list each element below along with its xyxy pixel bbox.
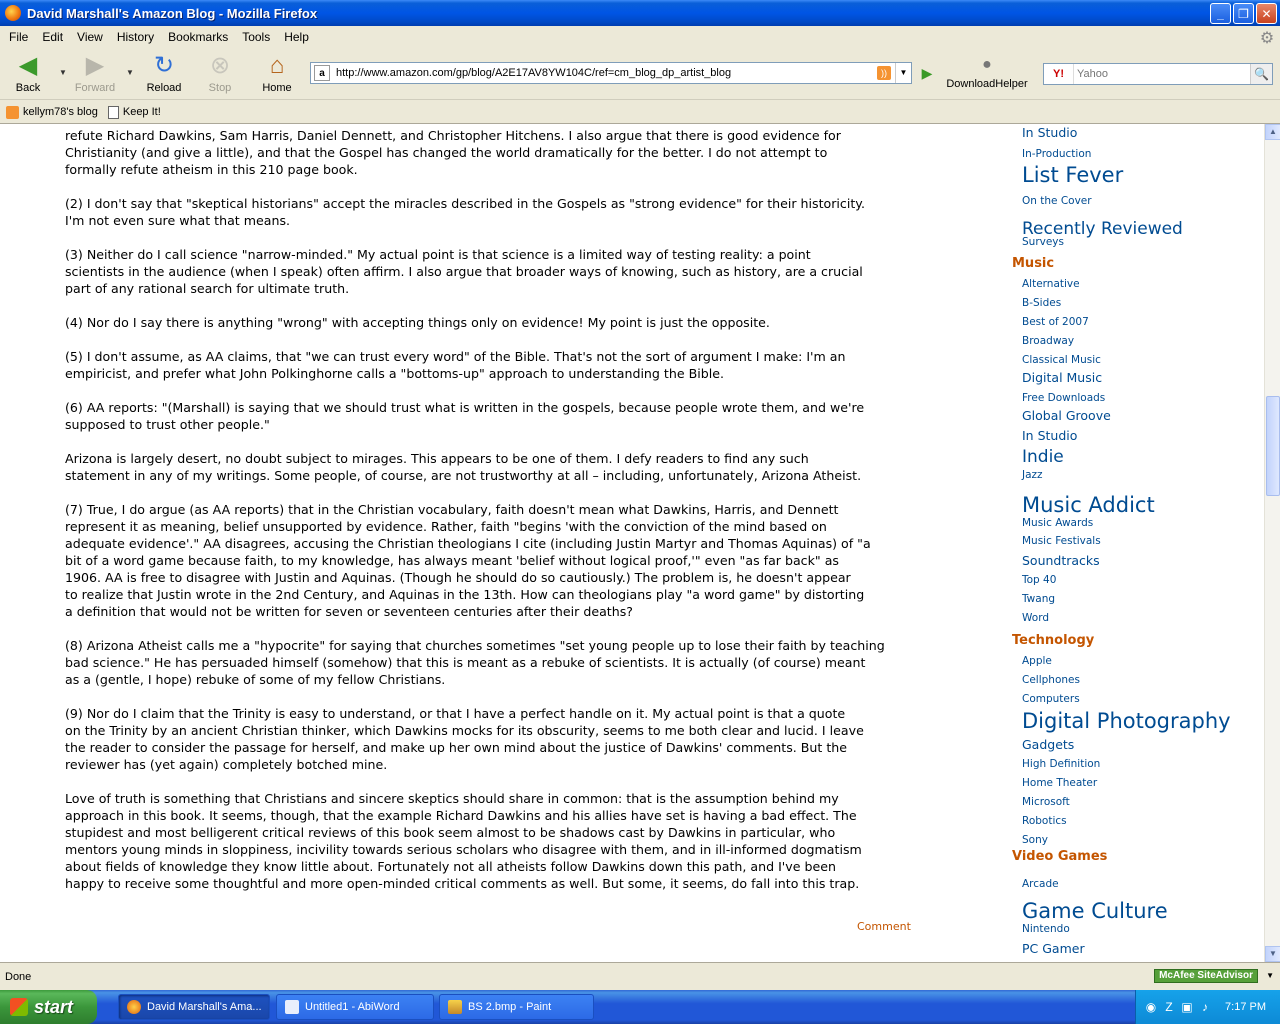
scrollbar-thumb[interactable] bbox=[1266, 396, 1280, 496]
sidebar-link-digital-music[interactable]: Digital Music bbox=[1022, 370, 1103, 385]
back-label: Back bbox=[15, 82, 41, 94]
sidebar-link-in-production[interactable]: In-Production bbox=[1022, 148, 1092, 160]
download-helper-label: DownloadHelper bbox=[946, 78, 1028, 90]
sidebar-link-high-definition[interactable]: High Definition bbox=[1022, 758, 1101, 770]
sidebar-link-jazz[interactable]: Jazz bbox=[1022, 469, 1043, 481]
reload-icon: ↻ bbox=[153, 52, 175, 79]
menu-bar bbox=[0, 26, 1280, 48]
blog-post-body bbox=[65, 127, 935, 909]
page-content bbox=[0, 124, 1264, 962]
article-paragraph: (3) Neither do I call science "narrow-minded." My actual point is that science is a limited way of testing reality: a point scientists in the audience (when I speak) often affirm. I also argue that broader ways of knowing, such as history, are a crucial part of any rational search for ultimate truth. bbox=[65, 247, 863, 296]
url-history-dropdown[interactable]: ▼ bbox=[895, 63, 911, 83]
article-paragraph: Love of truth is something that Christians and sincere skeptics should share in common: that is the assumption behind my approach in this book. It seems, though, that the example Richard Dawkins and his allies have set is having a bad effect. The stupidest and most belligerent critical reviews of this book seem almost to be shadows cast by Dawkins in particular, who mentors young minds in sloppiness, incivility towards serious scholars who disagree with them, and in ill-informed dogmatism about fields of knowledge they know little about. Fortunately not all atheists follow Dawkins down this path, and I've been happy to receive some thoughtful and more open-minded critical comments as well. But some, it seems, do fall into this trap. bbox=[65, 791, 862, 891]
sidebar-link-in-studio[interactable]: In Studio bbox=[1022, 428, 1078, 443]
sidebar-link-word[interactable]: Word bbox=[1022, 612, 1049, 624]
forward-button[interactable] bbox=[69, 52, 121, 94]
window-title-bar[interactable] bbox=[0, 0, 1280, 26]
home-label: Home bbox=[262, 82, 292, 94]
firefox-icon bbox=[5, 5, 21, 21]
taskbar-item-firefox[interactable] bbox=[118, 994, 270, 1020]
article-paragraph: refute Richard Dawkins, Sam Harris, Daniel Dennett, and Christopher Hitchens. I also argue that there is good evidence for Christianity (and give a little), and that the Gospel has changed the world dramatically for the better. I do not attempt to formally refute atheism in this 210 page book. bbox=[65, 128, 841, 177]
stop-label: Stop bbox=[208, 82, 232, 94]
sidebar-link-broadway[interactable]: Broadway bbox=[1022, 335, 1075, 347]
sidebar-link-game-culture[interactable]: Game Culture bbox=[1022, 899, 1168, 923]
taskbar-item-label: Untitled1 - AbiWord bbox=[305, 1001, 400, 1013]
search-engine-selector[interactable]: Y! bbox=[1044, 64, 1074, 84]
sidebar-link-nintendo[interactable]: Nintendo bbox=[1022, 923, 1070, 935]
article-paragraph: (8) Arizona Atheist calls me a "hypocrite" for saying that churches sometimes "set young people up to lose their faith by teaching bad science." He has persuaded himself (somehow) that this is meant as a rebuke of scientists. It is actually (of course) meant as a (gentle, I hope) rebuke of some of my fellow Christians. bbox=[65, 638, 885, 687]
search-bar bbox=[1043, 63, 1273, 85]
comment-link[interactable]: Comment bbox=[857, 920, 911, 933]
taskbar-item-label: BS 2.bmp - Paint bbox=[468, 1001, 552, 1013]
sidebar-link-microsoft[interactable]: Microsoft bbox=[1022, 796, 1070, 808]
windows-taskbar bbox=[0, 990, 1280, 1024]
article-paragraph: (6) AA reports: "(Marshall) is saying that we should trust what is written in the gospels, because people wrote them, and we're supposed to trust other people." bbox=[65, 400, 865, 432]
sidebar-link-surveys[interactable]: Surveys bbox=[1022, 236, 1064, 248]
home-icon: ⌂ bbox=[269, 52, 285, 79]
close-button[interactable]: ✕ bbox=[1256, 3, 1277, 24]
abiword-icon bbox=[285, 1000, 299, 1014]
sidebar-link-twang[interactable]: Twang bbox=[1022, 593, 1056, 605]
article-paragraph: (4) Nor do I say there is anything "wrong" with accepting things only on evidence! My point is just the opposite. bbox=[65, 315, 770, 330]
bookmark-label: Keep It! bbox=[122, 106, 161, 118]
mcafee-icon[interactable]: ▣ bbox=[1181, 1000, 1193, 1014]
sidebar-link-music-awards[interactable]: Music Awards bbox=[1022, 517, 1094, 529]
system-tray bbox=[1135, 990, 1280, 1024]
start-label: start bbox=[34, 996, 74, 1017]
article-paragraph: Arizona is largely desert, no doubt subject to mirages. This appears to be one of them. I defy readers to find any such statement in any of my writings. Some people, of course, are not trustworthy at all – including, unfortunately, Arizona Atheist. bbox=[65, 451, 862, 483]
url-text[interactable]: http://www.amazon.com/gp/blog/A2E17AV8YW104C/ref=cm_blog_dp_artist_blog bbox=[336, 67, 732, 79]
reload-button[interactable] bbox=[138, 52, 190, 94]
sidebar-category-music: Music bbox=[1012, 256, 1055, 271]
forward-arrow-icon: ▶ bbox=[85, 52, 105, 79]
home-button[interactable] bbox=[251, 52, 303, 94]
bookmark-keep-it[interactable] bbox=[108, 106, 161, 119]
article-paragraph: (2) I don't say that "skeptical historians" accept the miracles described in the Gospels as "strong evidence" for their historicity. I'm not even sure what that means. bbox=[65, 196, 865, 228]
sidebar-link-apple[interactable]: Apple bbox=[1022, 655, 1052, 667]
sidebar-link-indie[interactable]: Indie bbox=[1022, 447, 1064, 467]
sidebar-link-b-sides[interactable]: B-Sides bbox=[1022, 297, 1062, 309]
sidebar-link-recently-reviewed[interactable]: Recently Reviewed bbox=[1022, 219, 1183, 239]
url-bar[interactable] bbox=[310, 62, 912, 84]
start-button[interactable] bbox=[0, 990, 97, 1024]
sidebar-link-alternative[interactable]: Alternative bbox=[1022, 278, 1080, 290]
rss-feed-icon[interactable]: )) bbox=[877, 66, 891, 80]
vertical-scrollbar[interactable] bbox=[1264, 124, 1280, 962]
stop-button[interactable] bbox=[194, 52, 246, 94]
sidebar-link-music-festivals[interactable]: Music Festivals bbox=[1022, 535, 1101, 547]
taskbar-item-paint[interactable] bbox=[439, 994, 594, 1020]
menu-view[interactable]: View bbox=[77, 30, 103, 44]
zonealarm-icon[interactable]: Z bbox=[1165, 1000, 1173, 1014]
sidebar-link-gadgets[interactable]: Gadgets bbox=[1022, 737, 1075, 752]
sidebar-link-pc-gamer[interactable]: PC Gamer bbox=[1022, 941, 1085, 956]
sidebar-link-arcade[interactable]: Arcade bbox=[1022, 878, 1059, 890]
sidebar-link-soundtracks[interactable]: Soundtracks bbox=[1022, 553, 1100, 568]
page-icon bbox=[108, 106, 119, 119]
menu-tools[interactable]: Tools bbox=[242, 30, 271, 44]
sidebar-link-digital-photography[interactable]: Digital Photography bbox=[1022, 709, 1231, 733]
minimize-button[interactable]: _ bbox=[1210, 3, 1231, 24]
article-paragraph: (5) I don't assume, as AA claims, that "we can trust every word" of the Bible. That's not the sort of argument I make: I'm an empiricist, and prefer what John Polkinghorne calls a "bottoms-up" approach to understanding the Bible. bbox=[65, 349, 846, 381]
article-paragraph: (7) True, I do argue (as AA reports) that in the Christian vocabulary, faith doesn't mean what Dawkins, Harris, and Dennett represent it as meaning, belief unsupported by evidence. Rather, faith "begins 'with the conviction of the mind based on adequate evidence'." AA disagrees, accusing the Christian theologians I cite (including Justin Martyr and Thomas Aquinas) of "a bit of a word game because faith, to my knowledge, has always meant 'belief without logical proof,'" even "as far back" as 1906. AA is free to disagree with Justin and Aquinas. (Though he should do so cautiously.) The problem is, he doesn't appear to realize that Justin wrote in the 2nd Century, and Aquinas in the 13th. How can theologians play "a word game" by distorting a definition that would not be written for seven or seventeen centuries after their deaths? bbox=[65, 502, 871, 619]
firefox-icon bbox=[127, 1000, 141, 1014]
sidebar-link-cellphones[interactable]: Cellphones bbox=[1022, 674, 1080, 686]
sidebar-category-video-games: Video Games bbox=[1012, 849, 1108, 864]
sidebar-link-in-studio[interactable]: In Studio bbox=[1022, 125, 1078, 140]
sidebar-link-on-the-cover[interactable]: On the Cover bbox=[1022, 195, 1092, 207]
throbber-icon: ⚙ bbox=[1259, 30, 1275, 47]
maximize-button[interactable]: ❐ bbox=[1233, 3, 1254, 24]
menu-file[interactable]: File bbox=[9, 30, 29, 44]
bookmark-label: kellym78's blog bbox=[23, 106, 98, 118]
live-bookmark-icon bbox=[6, 106, 19, 119]
sidebar-link-free-downloads[interactable]: Free Downloads bbox=[1022, 392, 1106, 404]
paint-icon bbox=[448, 1000, 462, 1014]
scroll-down-button[interactable]: ▼ bbox=[1265, 946, 1280, 962]
download-helper-button[interactable] bbox=[942, 56, 1032, 90]
forward-label: Forward bbox=[74, 82, 116, 94]
status-text: Done bbox=[5, 970, 32, 983]
windows-logo-icon bbox=[10, 998, 28, 1016]
sidebar-category-technology: Technology bbox=[1012, 633, 1095, 648]
sidebar-link-music-addict[interactable]: Music Addict bbox=[1022, 493, 1155, 517]
menu-bookmarks[interactable]: Bookmarks bbox=[168, 30, 229, 44]
taskbar-item-label: David Marshall's Ama... bbox=[147, 1001, 262, 1013]
amazon-favicon-icon: a bbox=[314, 65, 330, 81]
sidebar-link-home-theater[interactable]: Home Theater bbox=[1022, 777, 1098, 789]
status-bar bbox=[0, 962, 1280, 990]
menu-history[interactable]: History bbox=[116, 30, 155, 44]
bookmarks-toolbar bbox=[0, 101, 1280, 124]
taskbar-item-abiword[interactable] bbox=[276, 994, 434, 1020]
search-input[interactable] bbox=[1074, 68, 1250, 80]
menu-help[interactable]: Help bbox=[284, 30, 309, 44]
back-button[interactable] bbox=[2, 52, 54, 94]
stop-icon: ⊗ bbox=[209, 52, 231, 79]
menu-edit[interactable]: Edit bbox=[42, 30, 64, 44]
sidebar-link-sony[interactable]: Sony bbox=[1022, 834, 1048, 846]
bookmark-kellym78-blog[interactable] bbox=[6, 106, 98, 119]
clock: 7:17 PM bbox=[1225, 1001, 1266, 1013]
sidebar-link-robotics[interactable]: Robotics bbox=[1022, 815, 1067, 827]
reload-label: Reload bbox=[146, 82, 182, 94]
sidebar-link-top-40[interactable]: Top 40 bbox=[1022, 574, 1057, 586]
scroll-up-button[interactable]: ▲ bbox=[1265, 124, 1280, 140]
siteadvisor-dropdown[interactable]: ▼ bbox=[1266, 971, 1274, 980]
search-icon[interactable]: 🔍 bbox=[1250, 64, 1272, 84]
siteadvisor-button[interactable]: McAfee SiteAdvisor bbox=[1154, 969, 1258, 983]
download-helper-icon: ● bbox=[982, 56, 992, 73]
sidebar-link-classical-music[interactable]: Classical Music bbox=[1022, 354, 1101, 366]
sidebar-link-list-fever[interactable]: List Fever bbox=[1022, 163, 1124, 187]
back-arrow-icon: ◀ bbox=[18, 52, 38, 79]
sidebar-link-computers[interactable]: Computers bbox=[1022, 693, 1080, 705]
forward-history-dropdown[interactable]: ▼ bbox=[126, 68, 134, 77]
window-title: David Marshall's Amazon Blog - Mozilla Firefox bbox=[27, 5, 318, 21]
network-icon[interactable]: ◉ bbox=[1145, 1000, 1157, 1014]
article-paragraph: (9) Nor do I claim that the Trinity is easy to understand, or that I have a perfect handle on it. My actual point is that a quote on the Trinity by an ancient Christian thinker, which Dawkins mocks for its obscurity, seems to me both clear and lucid. I leave the reader to consider the passage for herself, and make up her own mind about the justice of Dawkins' comments. But the reviewer has (yet again) completely botched mine. bbox=[65, 706, 864, 772]
back-history-dropdown[interactable]: ▼ bbox=[59, 68, 67, 77]
go-button[interactable]: ▶ bbox=[921, 65, 933, 81]
sidebar-link-global-groove[interactable]: Global Groove bbox=[1022, 408, 1111, 423]
sidebar-link-best-of-2007[interactable]: Best of 2007 bbox=[1022, 316, 1089, 328]
volume-icon[interactable]: ♪ bbox=[1202, 1000, 1208, 1014]
